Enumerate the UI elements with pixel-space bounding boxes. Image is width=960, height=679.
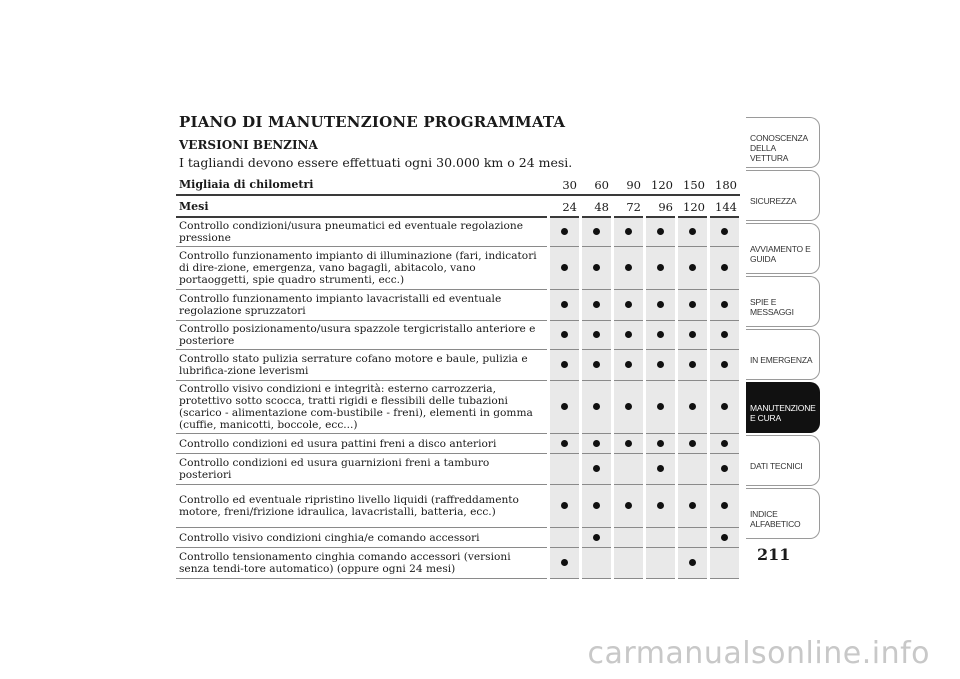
required-dot-icon <box>657 502 664 509</box>
task-description: Controllo condizioni/usura pneumatici ed eventuale regolazione pressione <box>176 217 548 247</box>
chapter-tab-label: INDICE ALFABETICO <box>750 508 801 529</box>
interval-cell <box>644 217 676 247</box>
table-row <box>176 350 740 381</box>
interval-cell <box>580 350 612 381</box>
km-value: 180 <box>708 174 740 195</box>
interval-cell <box>708 528 740 548</box>
interval-cell <box>676 350 708 381</box>
interval-cell <box>644 381 676 434</box>
km-value: 60 <box>580 174 612 195</box>
table-row <box>176 548 740 579</box>
required-dot-icon <box>689 264 696 271</box>
interval-cell <box>612 321 644 350</box>
maintenance-table <box>176 174 742 579</box>
required-dot-icon <box>657 331 664 338</box>
chapter-tab-label: MANUTENZIONE E CURA <box>750 402 816 423</box>
interval-cell <box>580 381 612 434</box>
interval-cell <box>676 381 708 434</box>
interval-cell <box>676 548 708 579</box>
interval-cell <box>612 381 644 434</box>
task-description: Controllo posizionamento/usura spazzole tergicristallo anteriore e posteriore <box>176 321 548 350</box>
required-dot-icon <box>657 465 664 472</box>
interval-cell <box>612 290 644 321</box>
interval-cell <box>612 528 644 548</box>
interval-cell <box>580 434 612 454</box>
interval-cell <box>644 485 676 528</box>
required-dot-icon <box>561 559 568 566</box>
months-value: 96 <box>644 195 676 217</box>
interval-cell <box>676 217 708 247</box>
interval-cell <box>676 247 708 290</box>
interval-cell <box>548 434 580 454</box>
required-dot-icon <box>721 361 728 368</box>
km-value: 150 <box>676 174 708 195</box>
interval-cell <box>676 290 708 321</box>
interval-cell <box>548 321 580 350</box>
required-dot-icon <box>561 264 568 271</box>
required-dot-icon <box>721 264 728 271</box>
chapter-tab[interactable] <box>746 223 820 274</box>
chapter-tab[interactable] <box>746 276 820 327</box>
interval-cell <box>708 350 740 381</box>
chapter-tab[interactable] <box>746 488 820 539</box>
interval-cell <box>580 247 612 290</box>
months-header-row <box>176 195 740 217</box>
interval-cell <box>548 350 580 381</box>
required-dot-icon <box>721 228 728 235</box>
required-dot-icon <box>721 403 728 410</box>
interval-cell <box>676 454 708 485</box>
watermark: carmanualsonline.info <box>587 636 930 671</box>
required-dot-icon <box>561 403 568 410</box>
interval-cell <box>644 290 676 321</box>
required-dot-icon <box>721 301 728 308</box>
chapter-tab-label: SICUREZZA <box>750 195 797 206</box>
required-dot-icon <box>657 403 664 410</box>
maintenance-rows <box>176 217 740 579</box>
chapter-tab[interactable] <box>746 382 820 433</box>
required-dot-icon <box>689 440 696 447</box>
interval-cell <box>548 217 580 247</box>
required-dot-icon <box>689 403 696 410</box>
required-dot-icon <box>657 301 664 308</box>
interval-cell <box>708 454 740 485</box>
required-dot-icon <box>593 228 600 235</box>
chapter-tab[interactable] <box>746 117 820 168</box>
required-dot-icon <box>657 264 664 271</box>
table-row <box>176 247 740 290</box>
required-dot-icon <box>657 361 664 368</box>
table-row <box>176 528 740 548</box>
interval-cell <box>644 454 676 485</box>
chapter-tabs <box>746 117 820 541</box>
page-title: PIANO DI MANUTENZIONE PROGRAMMATA <box>179 113 566 131</box>
km-label: Migliaia di chilometri <box>176 174 548 195</box>
interval-cell <box>612 217 644 247</box>
required-dot-icon <box>689 331 696 338</box>
table-row <box>176 434 740 454</box>
required-dot-icon <box>561 440 568 447</box>
interval-cell <box>548 454 580 485</box>
chapter-tab-label: CONOSCENZA DELLA VETTURA <box>750 132 808 163</box>
required-dot-icon <box>625 502 632 509</box>
task-description: Controllo funzionamento impianto lavacristalli ed eventuale regolazione spruzzatori <box>176 290 548 321</box>
table-row <box>176 217 740 247</box>
interval-cell <box>708 485 740 528</box>
task-description: Controllo funzionamento impianto di illuminazione (fari, indicatori di dire-zione, emergenza, vano bagagli, abitacolo, vano portaoggetti, spie quadro strumenti, ecc.) <box>176 247 548 290</box>
interval-cell <box>612 548 644 579</box>
interval-cell <box>708 321 740 350</box>
required-dot-icon <box>561 361 568 368</box>
table-row <box>176 485 740 528</box>
task-description: Controllo condizioni ed usura guarnizioni freni a tamburo posteriori <box>176 454 548 485</box>
required-dot-icon <box>689 559 696 566</box>
months-label: Mesi <box>176 195 548 217</box>
chapter-tab-label: IN EMERGENZA <box>750 354 813 365</box>
months-value: 120 <box>676 195 708 217</box>
required-dot-icon <box>593 403 600 410</box>
interval-cell <box>580 217 612 247</box>
required-dot-icon <box>625 228 632 235</box>
required-dot-icon <box>721 502 728 509</box>
interval-cell <box>580 485 612 528</box>
required-dot-icon <box>561 228 568 235</box>
required-dot-icon <box>593 361 600 368</box>
task-description: Controllo condizioni ed usura pattini freni a disco anteriori <box>176 434 548 454</box>
required-dot-icon <box>689 361 696 368</box>
months-value: 144 <box>708 195 740 217</box>
task-description: Controllo visivo condizioni cinghia/e comando accessori <box>176 528 548 548</box>
required-dot-icon <box>593 502 600 509</box>
interval-cell <box>548 247 580 290</box>
interval-cell <box>644 350 676 381</box>
interval-cell <box>612 350 644 381</box>
interval-cell <box>548 548 580 579</box>
interval-cell <box>644 247 676 290</box>
interval-cell <box>580 548 612 579</box>
required-dot-icon <box>593 264 600 271</box>
required-dot-icon <box>657 440 664 447</box>
interval-cell <box>676 434 708 454</box>
required-dot-icon <box>657 228 664 235</box>
interval-cell <box>548 485 580 528</box>
section-subtitle: VERSIONI BENZINA <box>179 138 318 152</box>
task-description: Controllo ed eventuale ripristino livello liquidi (raffreddamento motore, freni/frizione idraulica, lavacristalli, batteria, ecc.) <box>176 485 548 528</box>
interval-cell <box>580 321 612 350</box>
interval-cell <box>548 381 580 434</box>
interval-cell <box>548 290 580 321</box>
required-dot-icon <box>593 465 600 472</box>
required-dot-icon <box>689 301 696 308</box>
table-row <box>176 290 740 321</box>
interval-cell <box>676 528 708 548</box>
chapter-tab-label: SPIE E MESSAGGI <box>750 296 794 317</box>
table-row <box>176 321 740 350</box>
table-row <box>176 454 740 485</box>
task-description: Controllo tensionamento cinghia comando accessori (versioni senza tendi-tore automatico) (oppure ogni 24 mesi) <box>176 548 548 579</box>
interval-cell <box>644 548 676 579</box>
table-row <box>176 381 740 434</box>
required-dot-icon <box>561 331 568 338</box>
months-value: 24 <box>548 195 580 217</box>
required-dot-icon <box>721 331 728 338</box>
interval-cell <box>708 217 740 247</box>
required-dot-icon <box>689 228 696 235</box>
required-dot-icon <box>625 264 632 271</box>
required-dot-icon <box>721 534 728 541</box>
interval-cell <box>708 381 740 434</box>
months-value: 48 <box>580 195 612 217</box>
interval-cell <box>676 321 708 350</box>
interval-cell <box>644 321 676 350</box>
page-number: 211 <box>757 545 791 564</box>
interval-cell <box>548 528 580 548</box>
interval-cell <box>580 290 612 321</box>
interval-cell <box>612 247 644 290</box>
intro-text: I tagliandi devono essere effettuati ogni 30.000 km o 24 mesi. <box>179 155 573 170</box>
required-dot-icon <box>593 534 600 541</box>
interval-cell <box>644 434 676 454</box>
required-dot-icon <box>689 502 696 509</box>
km-value: 120 <box>644 174 676 195</box>
task-description: Controllo visivo condizioni e integrità: esterno carrozzeria, protettivo sotto scocca, tratti rigidi e flessibili delle tubazioni (scarico - alimentazione com-bustibile - freni), elementi in gomma (cuffie, manicotti, boccole, ecc...) <box>176 381 548 434</box>
chapter-tab[interactable] <box>746 329 820 380</box>
interval-cell <box>676 485 708 528</box>
km-value: 30 <box>548 174 580 195</box>
required-dot-icon <box>625 331 632 338</box>
chapter-tab-label: DATI TECNICI <box>750 460 803 471</box>
required-dot-icon <box>625 440 632 447</box>
interval-cell <box>612 485 644 528</box>
required-dot-icon <box>593 440 600 447</box>
interval-cell <box>708 434 740 454</box>
required-dot-icon <box>625 403 632 410</box>
months-value: 72 <box>612 195 644 217</box>
required-dot-icon <box>625 301 632 308</box>
task-description: Controllo stato pulizia serrature cofano motore e baule, pulizia e lubrifica-zione leverismi <box>176 350 548 381</box>
interval-cell <box>644 528 676 548</box>
interval-cell <box>612 434 644 454</box>
chapter-tab[interactable] <box>746 170 820 221</box>
interval-cell <box>612 454 644 485</box>
chapter-tab-label: AVVIAMENTO E GUIDA <box>750 243 811 264</box>
interval-cell <box>708 548 740 579</box>
required-dot-icon <box>593 301 600 308</box>
required-dot-icon <box>625 361 632 368</box>
km-value: 90 <box>612 174 644 195</box>
interval-cell <box>708 290 740 321</box>
interval-cell <box>580 528 612 548</box>
required-dot-icon <box>561 301 568 308</box>
required-dot-icon <box>721 440 728 447</box>
km-header-row <box>176 174 740 195</box>
interval-cell <box>708 247 740 290</box>
interval-cell <box>580 454 612 485</box>
required-dot-icon <box>593 331 600 338</box>
required-dot-icon <box>721 465 728 472</box>
required-dot-icon <box>561 502 568 509</box>
chapter-tab[interactable] <box>746 435 820 486</box>
